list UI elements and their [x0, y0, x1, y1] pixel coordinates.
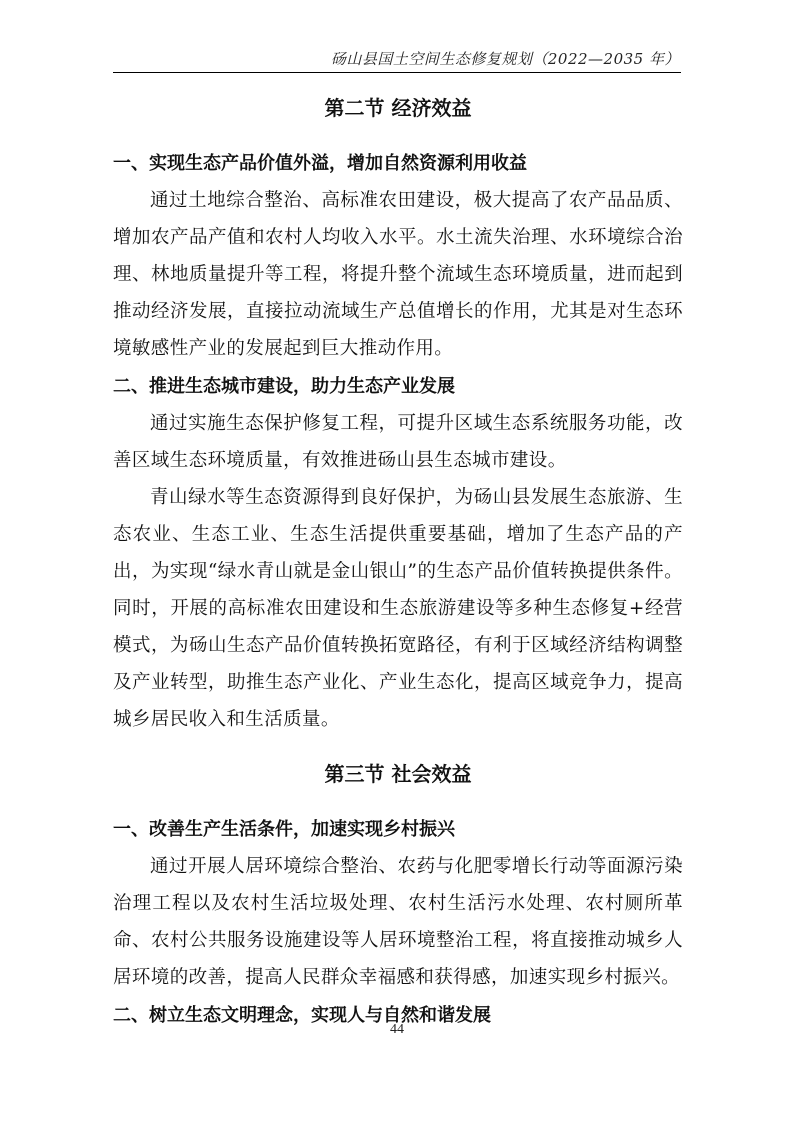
section-title-economic: 第二节 经济效益 — [324, 96, 472, 120]
paragraph: 通过开展人居环境综合整治、农药与化肥零增长行动等面源污染治理工程以及农村生活垃圾处理、农村生活污水处理、农村厕所革命、农村公共服务设施建设等人居环境整治工程，将直接推动城乡人居环境的改善，提高人民群众幸福感和获得感，加速实现乡村振兴。 — [113, 856, 683, 988]
paragraph: 通过实施生态保护修复工程，可提升区域生态系统服务功能，改善区域生态环境质量，有效推进砀山县生态城市建设。 — [113, 413, 683, 471]
header-divider — [113, 72, 681, 73]
subheading-eco-value: 一、实现生态产品价值外溢，增加自然资源利用收益 — [113, 153, 527, 174]
paragraph: 通过土地综合整治、高标准农田建设，极大提高了农产品品质、增加农产品产值和农村人均收入水平。水土流失治理、水环境综合治理、林地质量提升等工程，将提升整个流域生态环境质量，进而起到推动经济发展，直接拉动流域生产总值增长的作用，尤其是对生态环境敏感性产业的发展起到巨大推动作用。 — [113, 190, 683, 359]
running-header-title: 砀山县国土空间生态修复规划（2022—2035 年） — [330, 50, 680, 68]
paragraph: 青山绿水等生态资源得到良好保护，为砀山县发展生态旅游、生态农业、生态工业、生态生活提供重要基础，增加了生态产品的产出，为实现“绿水青山就是金山银山”的生态产品价值转换提供条件。同时，开展的高标准农田建设和生态旅游建设等多种生态修复+经营模式，为砀山生态产品价值转换拓宽路径，有利于区域经济结构调整及产业转型，助推生态产业化、产业生态化，提高区域竞争力，提高城乡居民收入和生活质量。 — [113, 487, 683, 730]
subheading-eco-city: 二、推进生态城市建设，助力生态产业发展 — [113, 376, 455, 397]
page-number: 44 — [390, 1022, 404, 1037]
page-content — [113, 88, 683, 1034]
subheading-rural-revitalization: 一、改善生产生活条件，加速实现乡村振兴 — [113, 819, 455, 840]
section-title-social: 第三节 社会效益 — [324, 762, 472, 786]
subheading-eco-civilization: 二、树立生态文明理念，实现人与自然和谐发展 — [113, 1005, 491, 1026]
